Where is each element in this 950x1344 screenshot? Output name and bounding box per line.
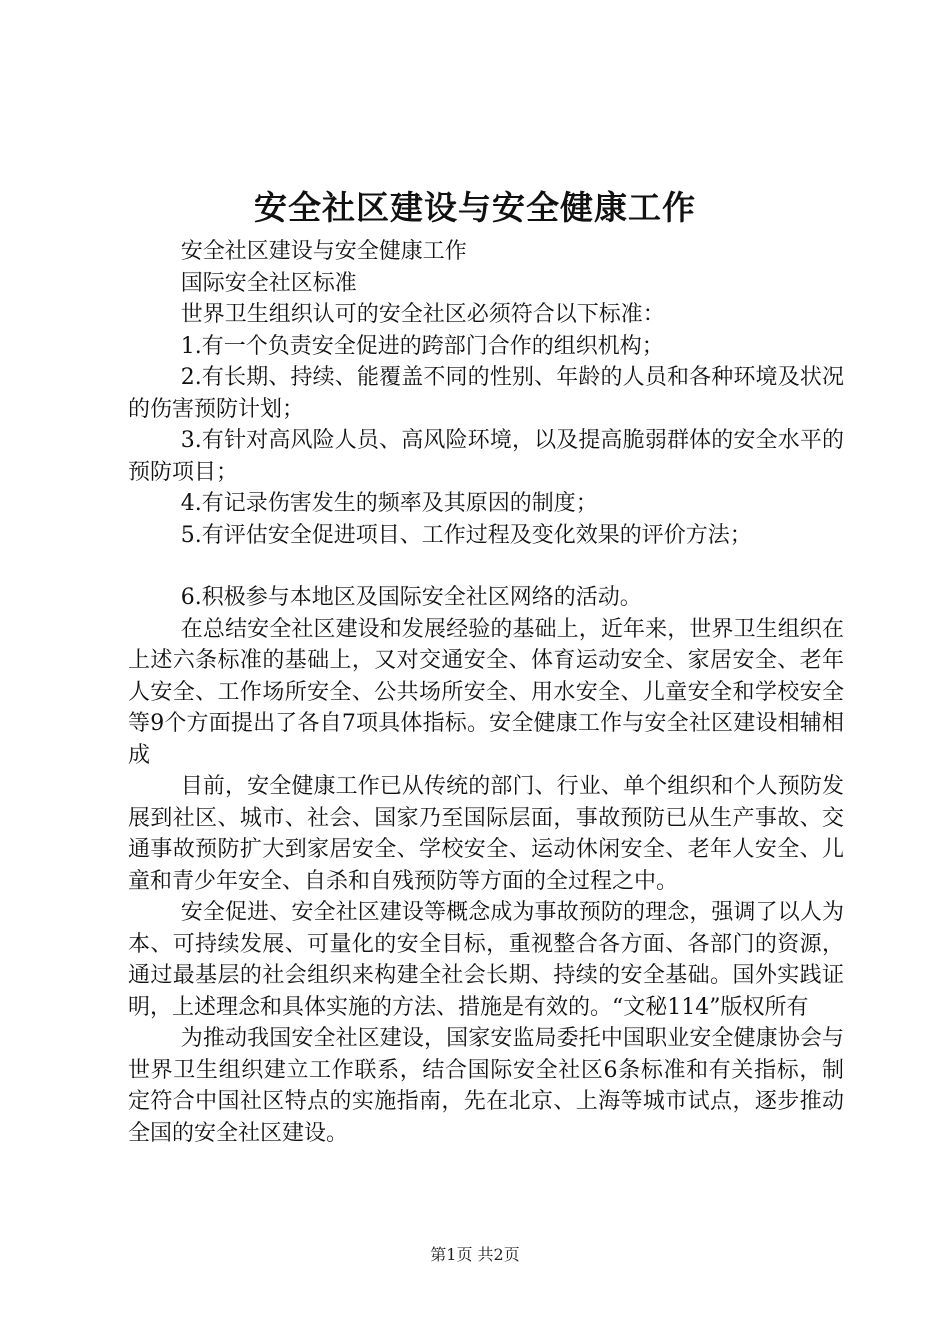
list-item-standard-2: 2.有长期、持续、能覆盖不同的性别、年龄的人员和各种环境及状况的伤害预防计划；: [128, 365, 844, 422]
paragraph-body: 安全促进、安全社区建设等概念成为事故预防的理念，强调了以人为本、可持续发展、可量化的安全目标，重视整合各方面、各部门的资源，通过最基层的社会组织来构建全社会长期、持续的安全基础。国外实践证明，上述理念和具体实施的方法、措施是有效的。“文秘114”版权所有: [128, 900, 844, 1020]
page-number-footer: 第1页 共2页: [430, 1245, 520, 1264]
list-item-standard-5: 5.有评估安全促进项目、工作过程及变化效果的评价方法；: [180, 522, 752, 548]
paragraph-body: 目前，安全健康工作已从传统的部门、行业、单个组织和个人预防发展到社区、城市、社会、国家乃至国际层面，事故预防已从生产事故、交通事故预防扩大到家居安全、学校安全、运动休闲安全、老年人安全、儿童和青少年安全、自杀和自残预防等方面的全过程之中。: [128, 774, 844, 894]
paragraph-intro: 世界卫生组织认可的安全社区必须符合以下标准：: [180, 302, 665, 327]
list-item-standard-3: 3.有针对高风险人员、高风险环境，以及提高脆弱群体的安全水平的预防项目；: [128, 428, 844, 485]
list-item-standard-1: 1.有一个负责安全促进的跨部门合作的组织机构；: [180, 333, 664, 359]
document-body: [128, 236, 844, 1149]
paragraph-section-heading: 国际安全社区标准: [180, 270, 357, 296]
paragraph-body: 在总结安全社区建设和发展经验的基础上，近年来，世界卫生组织在上述六条标准的基础上，又对交通安全、体育运动安全、家居安全、老年人安全、工作场所安全、公共场所安全、用水安全、儿童安全和学校安全等9个方面提出了各自7项具体指标。安全健康工作与安全社区建设相辅相成: [128, 616, 844, 768]
paragraph-gap: [128, 551, 844, 582]
paragraph-subtitle: 安全社区建设与安全健康工作: [180, 239, 467, 264]
document-title: 安全社区建设与安全健康工作: [254, 188, 696, 227]
list-item-standard-6: 6.积极参与本地区及国际安全社区网络的活动。: [180, 585, 642, 610]
paragraph-body: 为推动我国安全社区建设，国家安监局委托中国职业安全健康协会与世界卫生组织建立工作联系，结合国际安全社区6条标准和有关指标，制定符合中国社区特点的实施指南，先在北京、上海等城市试点，逐步推动全国的安全社区建设。: [128, 1026, 844, 1146]
list-item-standard-4: 4.有记录伤害发生的频率及其原因的制度；: [180, 491, 598, 516]
